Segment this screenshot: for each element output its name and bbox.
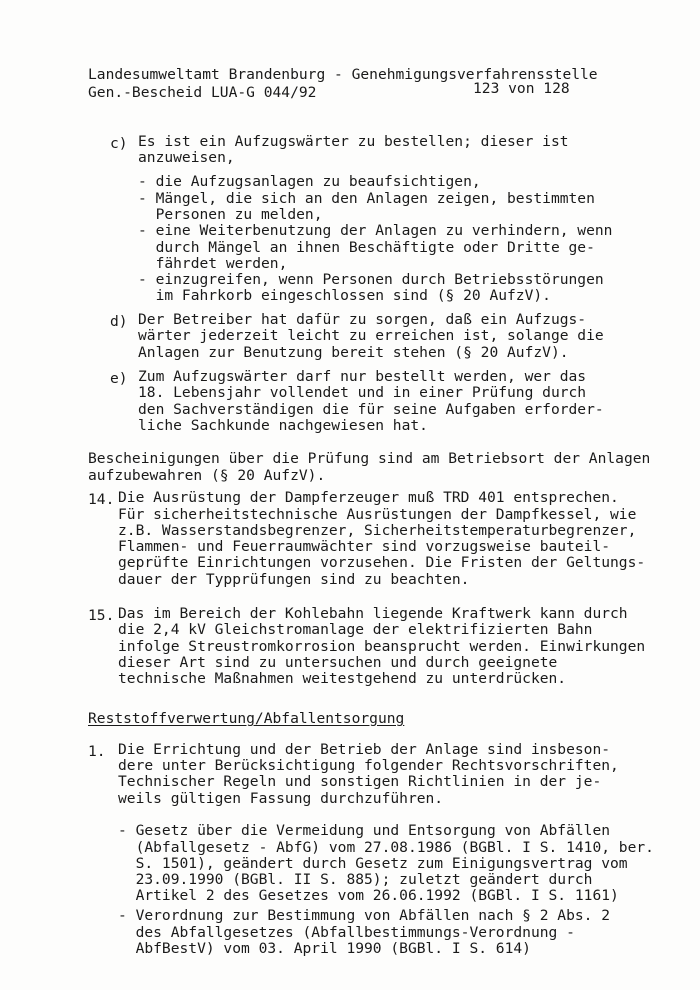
item-15-line: infolge Streustromkorrosion beansprucht werden. Einwirkungen bbox=[118, 637, 646, 655]
section-heading: Reststoffverwertung/Abfallentsorgung bbox=[88, 710, 405, 728]
item-c-bullet: - Mängel, die sich an den Anlagen zeigen, bestimmten bbox=[138, 189, 595, 207]
item-e-line: 18. Lebensjahr vollendet und in einer Prüfung durch bbox=[138, 384, 587, 402]
item-1-line: Die Errichtung und der Betrieb der Anlage sind insbeson- bbox=[118, 740, 611, 758]
law-entry-line: S. 1501), geändert durch Gesetz zum Einigungsvertrag vom bbox=[118, 854, 628, 872]
item-14-line: dauer der Typprüfungen sind zu beachten. bbox=[118, 570, 470, 588]
law-entry-line: 23.09.1990 (BGBl. II S. 885); zuletzt geändert durch bbox=[118, 871, 593, 889]
item-c-bullet: fährdet werden, bbox=[138, 254, 288, 272]
header-reference: Gen.-Bescheid LUA-G 044/92 bbox=[88, 84, 317, 101]
item-15-line: technische Maßnahmen weitestgehend zu unterdrücken. bbox=[118, 670, 567, 688]
item-c-bullet: Personen zu melden, bbox=[138, 206, 323, 223]
item-c-label: c) bbox=[110, 134, 128, 152]
item-1-line: weils gültigen Fassung durchzuführen. bbox=[118, 789, 444, 807]
item-15-line: Das im Bereich der Kohlebahn liegende Kraftwerk kann durch bbox=[118, 605, 628, 623]
law-entry-line: AbfBestV) vom 03. April 1990 (BGBl. I S. 614) bbox=[118, 939, 531, 957]
law-entry-line: Artikel 2 des Gesetzes vom 26.06.1992 (BGBl. I S. 1161) bbox=[118, 887, 619, 905]
item-14-line: Flammen- und Feuerraumwächter sind vorzugsweise bauteil- bbox=[118, 538, 611, 556]
item-14-line: Für sicherheitstechnische Ausrüstungen der Dampfkessel, wie bbox=[118, 505, 637, 523]
item-e-label: e) bbox=[110, 369, 128, 387]
law-entry-line: - Verordnung zur Bestimmung von Abfällen nach § 2 Abs. 2 bbox=[118, 907, 611, 925]
item-c-bullet: - einzugreifen, wenn Personen durch Betriebsstörungen bbox=[138, 271, 604, 289]
item-15-label: 15. bbox=[88, 606, 115, 624]
page-number: 123 von 128 bbox=[473, 80, 570, 97]
item-14-label: 14. bbox=[88, 491, 115, 509]
header-authority: Landesumweltamt Brandenburg - Genehmigungsverfahrensstelle bbox=[88, 66, 598, 83]
item-14-line: geprüfte Einrichtungen vorzusehen. Die Fristen der Geltungs- bbox=[118, 554, 646, 572]
certificates-line: aufzubewahren (§ 20 AufzV). bbox=[88, 466, 326, 484]
item-d-line: Der Betreiber hat dafür zu sorgen, daß ein Aufzugs- bbox=[138, 311, 587, 328]
item-14-line: z.B. Wasserstandsbegrenzer, Sicherheitstemperaturbegrenzer, bbox=[118, 521, 637, 539]
law-entry-line: - Gesetz über die Vermeidung und Entsorgung von Abfällen bbox=[118, 822, 611, 840]
item-c-bullet: im Fahrkorb eingeschlossen sind (§ 20 AufzV). bbox=[138, 287, 551, 305]
item-e-line: liche Sachkunde nachgewiesen hat. bbox=[138, 416, 428, 434]
item-e-line: den Sachverständigen die für seine Aufgaben erforder- bbox=[138, 400, 604, 418]
item-d-line: wärter jederzeit leicht zu erreichen ist, solange die bbox=[138, 327, 604, 345]
item-14-line: Die Ausrüstung der Dampferzeuger muß TRD 401 entsprechen. bbox=[118, 489, 619, 507]
item-d-label: d) bbox=[110, 312, 128, 330]
law-entry-line: des Abfallgesetzes (Abfallbestimmungs-Verordnung - bbox=[118, 923, 575, 941]
item-1-line: Technischer Regeln und sonstigen Richtlinien in der je- bbox=[118, 773, 602, 791]
certificates-line: Bescheinigungen über die Prüfung sind am Betriebsort der Anlagen bbox=[88, 450, 651, 468]
item-c-bullet: - eine Weiterbenutzung der Anlagen zu verhindern, wenn bbox=[138, 222, 613, 240]
item-15-line: die 2,4 kV Gleichstromanlage der elektrifizierten Bahn bbox=[118, 621, 593, 639]
item-d-line: Anlagen zur Benutzung bereit stehen (§ 20 AufzV). bbox=[138, 343, 569, 361]
item-1-line: dere unter Berücksichtigung folgender Rechtsvorschriften, bbox=[118, 757, 619, 775]
item-e-line: Zum Aufzugswärter darf nur bestellt werden, wer das bbox=[138, 368, 587, 385]
item-c-bullet: - die Aufzugsanlagen zu beaufsichtigen, bbox=[138, 173, 481, 191]
item-15-line: dieser Art sind zu untersuchen und durch geeignete bbox=[118, 654, 558, 671]
law-entry-line: (Abfallgesetz - AbfG) vom 27.08.1986 (BGBl. I S. 1410, ber. bbox=[118, 838, 654, 856]
item-c-line: anzuweisen, bbox=[138, 149, 235, 166]
item-c-bullet: durch Mängel an ihnen Beschäftigte oder Dritte ge- bbox=[138, 238, 595, 256]
item-1-label: 1. bbox=[88, 742, 106, 760]
item-c-line: Es ist ein Aufzugswärter zu bestellen; dieser ist bbox=[138, 132, 569, 150]
